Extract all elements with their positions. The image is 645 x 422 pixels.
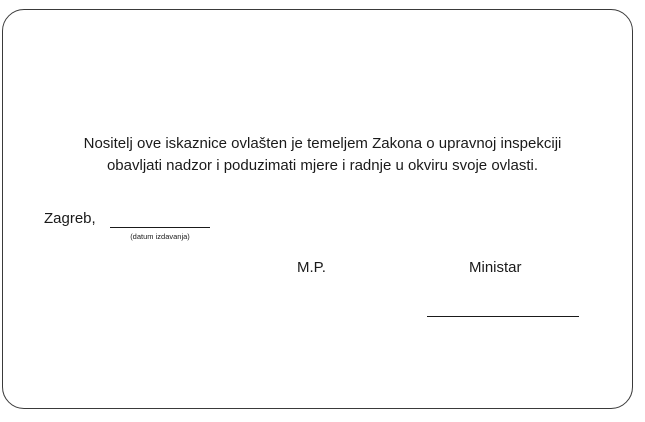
id-card-back xyxy=(2,9,633,409)
statement-line-2: obavljati nadzor i poduzimati mjere i radnje u okviru svoje ovlasti. xyxy=(106,157,539,174)
date-caption: (datum izdavanja) xyxy=(130,232,190,241)
statement-line-1: Nositelj ove iskaznice ovlašten je temeljem Zakona o upravnoj inspekciji xyxy=(83,135,562,152)
place-label: Zagreb, xyxy=(44,210,96,227)
minister-title: Ministar xyxy=(469,259,522,276)
signature-line xyxy=(427,316,579,317)
authorization-statement xyxy=(0,133,645,177)
date-underline xyxy=(110,227,210,228)
seal-label: M.P. xyxy=(297,259,326,276)
